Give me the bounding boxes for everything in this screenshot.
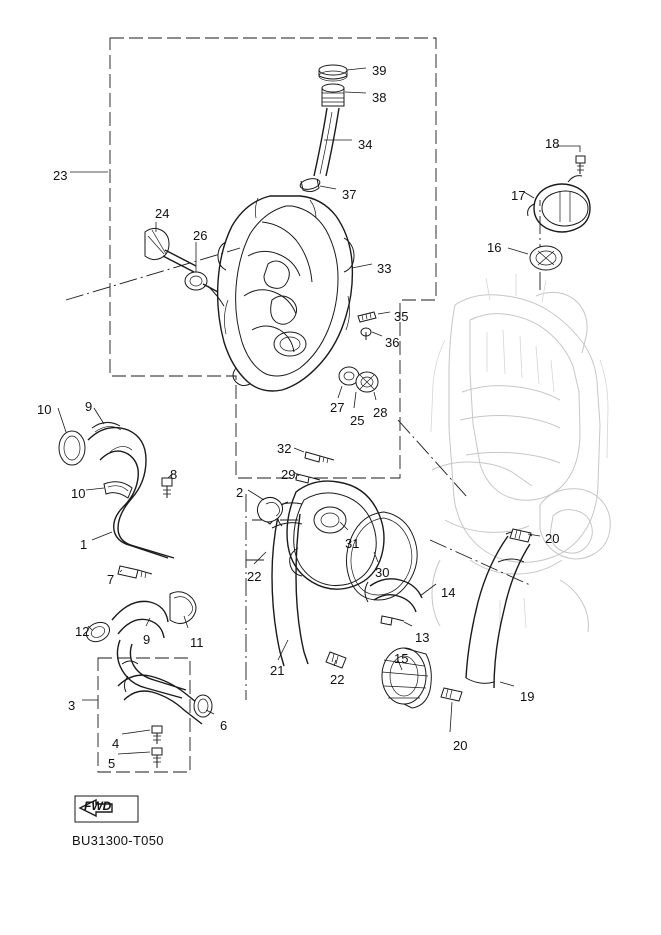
callout-number: 37 xyxy=(342,187,357,202)
callout-number: 9 xyxy=(85,399,93,414)
callout-number: 35 xyxy=(394,309,409,324)
callout-number: 22 xyxy=(330,672,345,687)
callout-number: 8 xyxy=(170,467,178,482)
callout-number: 27 xyxy=(330,400,345,415)
callout-number: 22 xyxy=(247,569,262,584)
callout-number: 33 xyxy=(377,261,392,276)
callout-number: 10 xyxy=(71,486,86,501)
callout-number: 21 xyxy=(270,663,285,678)
callout-number: 4 xyxy=(112,736,120,751)
callout-number: 6 xyxy=(220,718,228,733)
callout-number: 7 xyxy=(107,572,115,587)
callout-number: 19 xyxy=(520,689,535,704)
callout-number: 32 xyxy=(277,441,292,456)
fwd-direction-label: FWD xyxy=(84,799,112,813)
callout-number: 23 xyxy=(53,168,68,183)
callout-number: 16 xyxy=(487,240,502,255)
callout-number: 15 xyxy=(394,651,409,666)
callout-number: 18 xyxy=(545,136,560,151)
callout-number: 24 xyxy=(155,206,170,221)
callout-number: 28 xyxy=(373,405,388,420)
callout-number: 10 xyxy=(37,402,52,417)
callout-number: 11 xyxy=(190,635,204,650)
callout-number: 20 xyxy=(545,531,560,546)
callout-number: 12 xyxy=(75,624,90,639)
callout-number: 29 xyxy=(281,467,296,482)
callout-number: 3 xyxy=(68,698,76,713)
callout-number: 39 xyxy=(372,63,387,78)
callout-number: 36 xyxy=(385,335,400,350)
callout-number: 1 xyxy=(80,537,88,552)
callout-number: 2 xyxy=(236,485,244,500)
callout-number: 25 xyxy=(350,413,365,428)
callout-number: 31 xyxy=(345,536,360,551)
callout-number: 17 xyxy=(511,188,526,203)
callout-number: 9 xyxy=(143,632,151,647)
callout-number: 20 xyxy=(453,738,468,753)
callout-number: 13 xyxy=(415,630,430,645)
callout-number: 26 xyxy=(193,228,208,243)
part-code-label: BU31300-T050 xyxy=(72,833,164,848)
callout-number: 14 xyxy=(441,585,456,600)
callout-number: 5 xyxy=(108,756,116,771)
callout-number: 34 xyxy=(358,137,373,152)
callout-number: 38 xyxy=(372,90,387,105)
callout-number: 30 xyxy=(375,565,390,580)
